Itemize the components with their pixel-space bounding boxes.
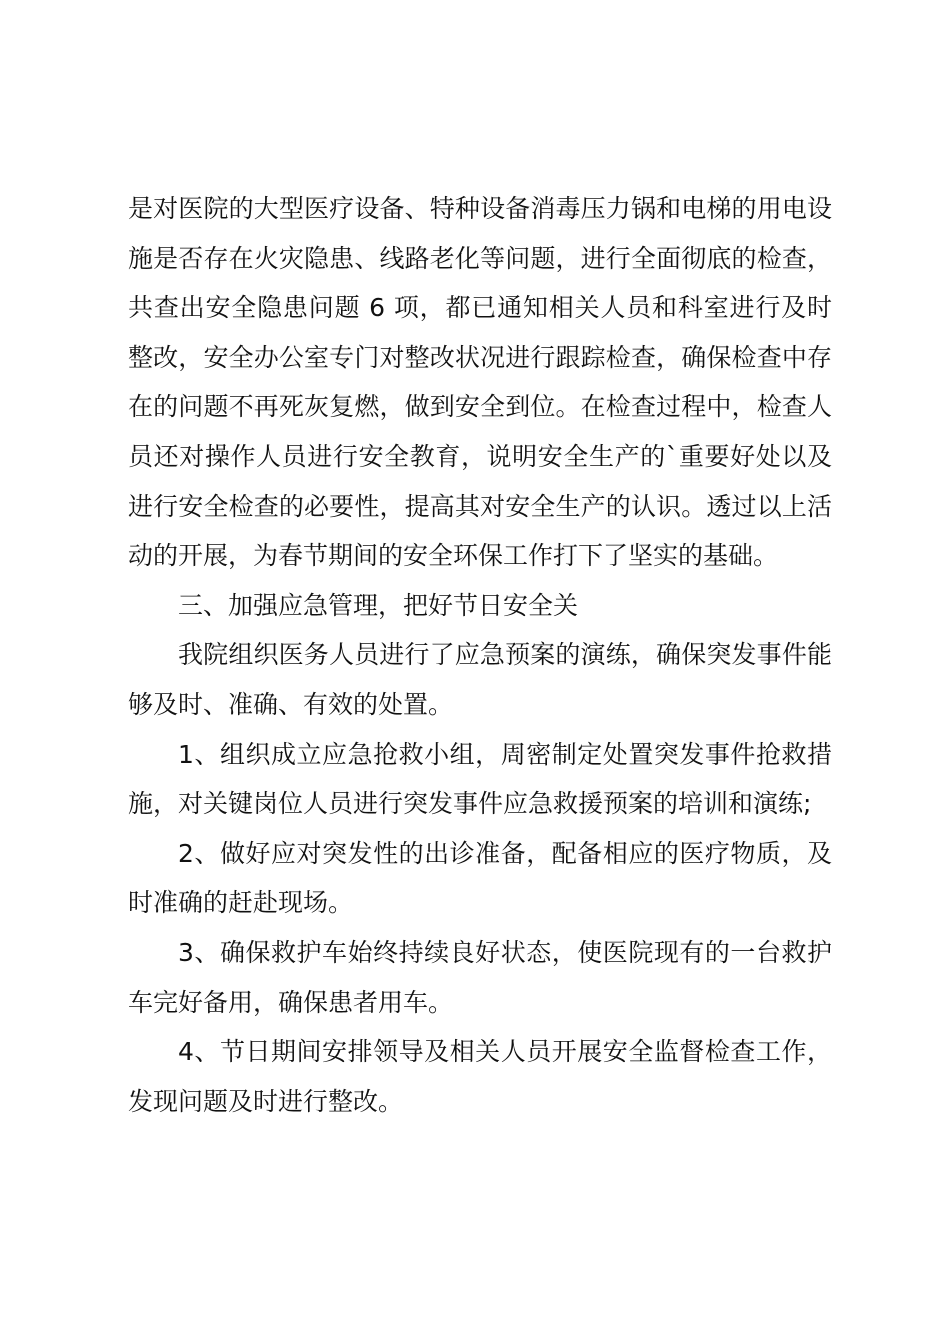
list-item-1: 1、组织成立应急抢救小组，周密制定处置突发事件抢救措施，对关键岗位人员进行突发事件应急救援预案的培训和演练; bbox=[128, 739, 832, 819]
document-page bbox=[128, 184, 832, 1126]
paragraph-emergency-drill: 我院组织医务人员进行了应急预案的演练，确保突发事件能够及时、准确、有效的处置。 bbox=[128, 640, 832, 719]
section-heading: 三、加强应急管理，把好节日安全关 bbox=[178, 590, 579, 620]
paragraph-continuation: 是对医院的大型医疗设备、特种设备消毒压力锅和电梯的用电设施是否存在火灾隐患、线路老化等问题，进行全面彻底的检查，共查出安全隐患问题 6 项，都已通知相关人员和科室进行及时整改，安全办公室专门对整改状况进行跟踪检查，确保检查中存在的问题不再死灰复燃，做到安全到位。在检查过程中，检查人员还对操作人员进行安全教育，说明安全生产的`重要好处以及进行安全检查的必要性，提高其对安全生产的认识。透过以上活动的开展，为春节期间的安全环保工作打下了坚实的基础。 bbox=[128, 194, 832, 571]
list-item-2: 2、做好应对突发性的出诊准备，配备相应的医疗物质，及时准确的赶赴现场。 bbox=[128, 838, 832, 918]
list-item-4: 4、节日期间安排领导及相关人员开展安全监督检查工作，发现问题及时进行整改。 bbox=[128, 1037, 832, 1116]
list-item-3: 3、确保救护车始终持续良好状态，使医院现有的一台救护车完好备用，确保患者用车。 bbox=[128, 937, 832, 1017]
